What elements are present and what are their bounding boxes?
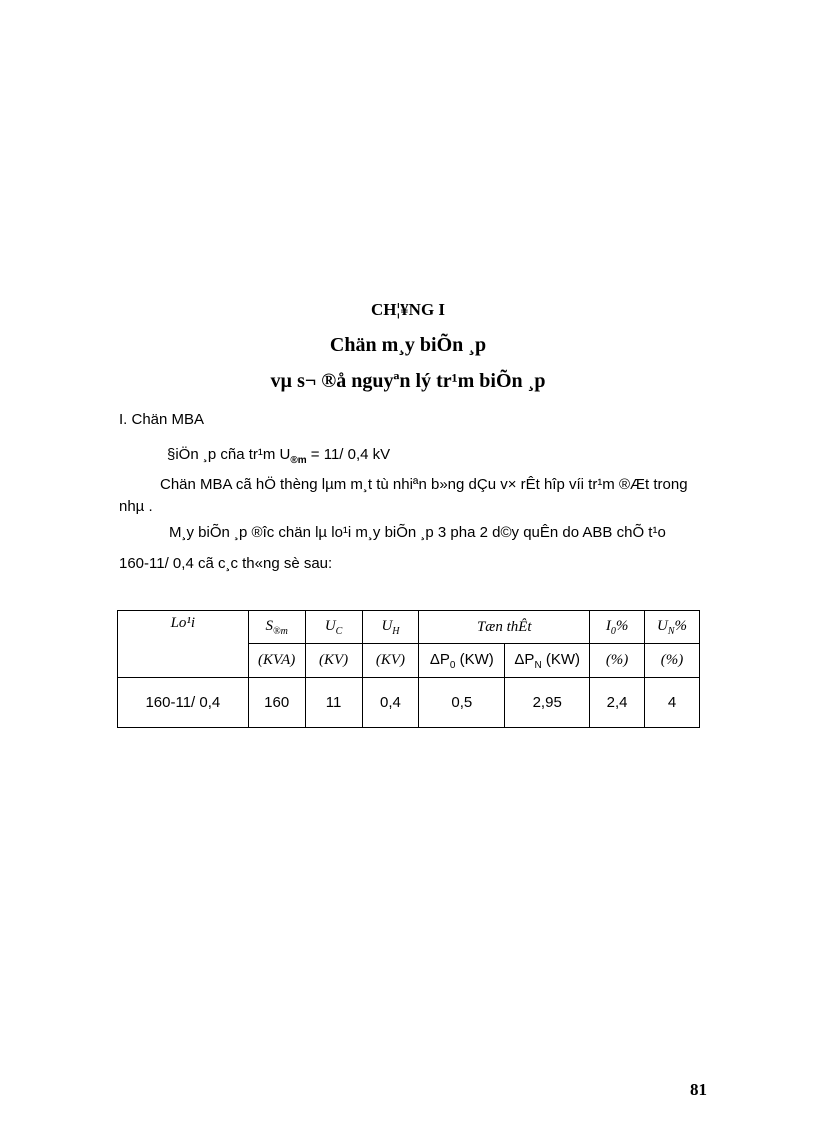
header-uc: $U_C$ bbox=[305, 611, 362, 644]
header-p0: $\Delta P_0$ (KW) bbox=[419, 644, 505, 678]
cell-pn: 2,95 bbox=[505, 678, 590, 728]
chapter-label: CH¦¥NG I bbox=[370, 300, 446, 319]
header-i0: $I_0\%$ bbox=[590, 611, 645, 644]
header-un: $U_N\%$ bbox=[645, 611, 700, 644]
section-heading: I. Chän MBA bbox=[119, 411, 205, 428]
cell-uc: 11 bbox=[305, 678, 362, 728]
voltage-line bbox=[167, 444, 390, 472]
cell-un: 4 bbox=[645, 678, 700, 728]
chapter-title-line-1: Chän m¸y biÕn ¸p bbox=[329, 334, 487, 356]
header-s: $S_{®m}$ bbox=[248, 611, 305, 644]
unit-un: (%) bbox=[645, 644, 700, 678]
paragraph-transformer: M¸y biÕn ¸p ®îc chän lµ lo¹i m¸y biÕn ¸p 3 pha 2 d©y quÊn do ABB chÕ t¹o 160-11/ 0,4 cã c¸c th«ng sè sau: bbox=[119, 524, 666, 572]
header-uh: $U_H$ bbox=[362, 611, 419, 644]
transformer-spec-table bbox=[117, 610, 700, 728]
cell-p0: 0,5 bbox=[419, 678, 505, 728]
table-row bbox=[118, 678, 700, 728]
voltage-prefix: §iÖn ¸p cña tr¹m U bbox=[167, 446, 291, 463]
paragraph-cooling: Chän MBA cã hÖ thèng lµm m¸t tù nhiªn b»ng dÇu v× rÊt hîp víi tr¹m ®Æt trong nhµ . bbox=[119, 476, 688, 515]
cell-uh: 0,4 bbox=[362, 678, 419, 728]
unit-uh: (KV) bbox=[362, 644, 419, 678]
unit-s: (KVA) bbox=[248, 644, 305, 678]
cell-i0: 2,4 bbox=[590, 678, 645, 728]
header-pn: $\Delta P_N$ (KW) bbox=[505, 644, 590, 678]
page-number: 81 bbox=[690, 1080, 707, 1099]
header-type: Lo¹i bbox=[118, 611, 249, 678]
voltage-suffix: = 11/ 0,4 kV bbox=[306, 446, 391, 463]
unit-i0: (%) bbox=[590, 644, 645, 678]
cell-s: 160 bbox=[248, 678, 305, 728]
chapter-title-line-2: vµ s¬ ®å nguyªn lý tr¹m biÕn ¸p bbox=[270, 370, 546, 392]
voltage-subscript: ®m bbox=[290, 455, 307, 466]
cell-type: 160-11/ 0,4 bbox=[118, 678, 249, 728]
unit-uc: (KV) bbox=[305, 644, 362, 678]
header-losses: Tæn thÊt bbox=[419, 611, 590, 644]
